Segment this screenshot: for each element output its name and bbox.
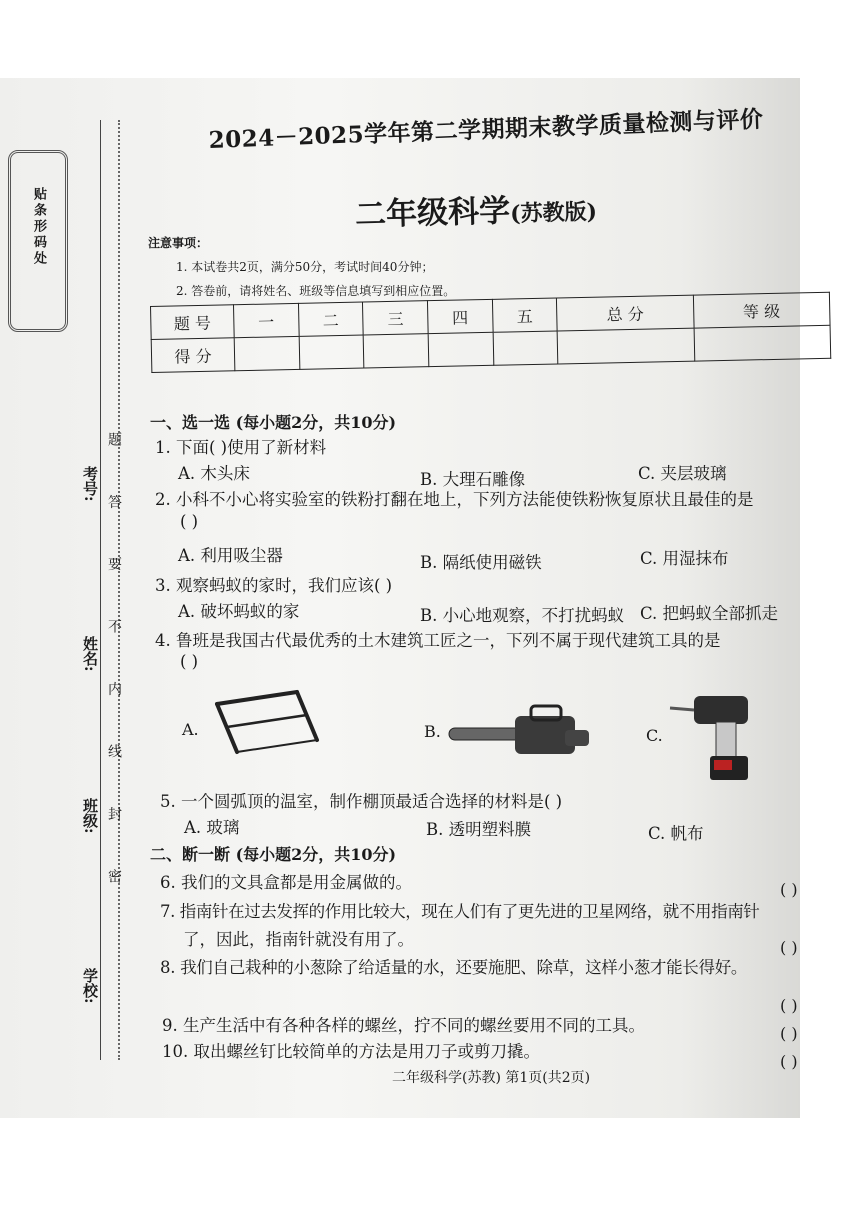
- question-4-answer: ( ): [180, 652, 199, 671]
- score-header: 二: [298, 302, 363, 336]
- score-header: 等 级: [693, 292, 830, 328]
- section-1-title: 一、选一选 (每小题2分，共10分): [150, 413, 397, 432]
- chainsaw-image: [445, 702, 595, 762]
- q5-option-b: B. 透明塑料膜: [426, 820, 532, 839]
- q1-option-c: C. 夹层玻璃: [638, 464, 727, 483]
- q3-option-a: A. 破坏蚂蚁的家: [178, 602, 300, 621]
- exam-title: 2024－2025学年第二学期期末教学质量检测与评价: [208, 105, 764, 154]
- notes-title: 注意事项：: [148, 236, 209, 250]
- score-header: 四: [427, 299, 492, 333]
- score-header: 题 号: [151, 305, 235, 340]
- judge-item-10: 10. 取出螺丝钉比较简单的方法是用刀子或剪刀撬。: [162, 1042, 540, 1061]
- score-cell[interactable]: [493, 331, 558, 365]
- score-row-label: 得 分: [151, 338, 235, 373]
- q4-option-a: A.: [182, 720, 199, 739]
- question-1: 1. 下面( )使用了新材料: [155, 438, 327, 457]
- judge-item-9: 9. 生产生活中有各种各样的螺丝，拧不同的螺丝要用不同的工具。: [162, 1016, 645, 1035]
- answer-paren-9[interactable]: ( ): [780, 1024, 798, 1043]
- barcode-box: [8, 150, 68, 332]
- judge-item-8: 8. 我们自己栽种的小葱除了给适量的水，还要施肥、除草，这样小葱才能长得好。: [160, 958, 748, 977]
- answer-paren-10[interactable]: ( ): [780, 1052, 798, 1071]
- handsaw-image: [205, 682, 325, 762]
- binding-line: [100, 120, 101, 1060]
- score-cell[interactable]: [557, 328, 694, 364]
- score-table: [150, 292, 831, 373]
- q4-option-c: C.: [646, 726, 663, 745]
- q3-option-b: B. 小心地观察，不打扰蚂蚁: [420, 606, 625, 625]
- q5-option-a: A. 玻璃: [184, 818, 240, 837]
- note-item: 2. 答卷前，请将姓名、班级等信息填写到相应位置。: [176, 284, 456, 298]
- electric-drill-image: [668, 688, 768, 788]
- note-item: 1. 本试卷共2页，满分50分，考试时间40分钟；: [176, 260, 434, 274]
- q2-option-b: B. 隔纸使用磁铁: [420, 553, 542, 572]
- score-cell[interactable]: [694, 325, 831, 361]
- seal-text: 题 答 要 不 内 线 封 密: [106, 432, 122, 906]
- score-cell[interactable]: [363, 334, 428, 368]
- barcode-label: 贴条形码处: [31, 187, 46, 267]
- answer-paren-6[interactable]: ( ): [780, 880, 798, 899]
- subject-title: 二年级科学: [354, 193, 511, 234]
- q1-option-a: A. 木头床: [178, 464, 250, 483]
- answer-paren-7[interactable]: ( ): [780, 938, 798, 957]
- score-header: 总 分: [557, 295, 694, 331]
- answer-paren-8[interactable]: ( ): [780, 996, 798, 1015]
- question-4: 4. 鲁班是我国古代最优秀的土木建筑工匠之一，下列不属于现代建筑工具的是: [155, 631, 721, 650]
- score-cell[interactable]: [234, 336, 299, 370]
- question-2-answer: ( ): [180, 512, 199, 531]
- question-3: 3. 观察蚂蚁的家时，我们应该( ): [155, 576, 393, 595]
- q2-option-c: C. 用湿抹布: [640, 549, 729, 568]
- judge-item-6: 6. 我们的文具盒都是用金属做的。: [160, 873, 412, 892]
- q5-option-c: C. 帆布: [648, 824, 704, 843]
- q3-option-c: C. 把蚂蚁全部抓走: [640, 604, 779, 623]
- section-2-title: 二、断一断 (每小题2分，共10分): [150, 845, 397, 864]
- school-label: 学校:: [81, 968, 99, 1004]
- name-label: 姓名:: [81, 636, 99, 672]
- exam-no-label: 考号:: [81, 466, 99, 502]
- score-header: 三: [363, 301, 428, 335]
- score-header: 五: [492, 298, 557, 332]
- page-footer: 二年级科学(苏教) 第1页(共2页): [392, 1070, 591, 1086]
- score-header: 一: [233, 303, 298, 337]
- question-5: 5. 一个圆弧顶的温室，制作棚顶最适合选择的材料是( ): [160, 792, 563, 811]
- judge-item-7: 7. 指南针在过去发挥的作用比较大，现在人们有了更先进的卫星网络，就不用指南针: [160, 902, 760, 921]
- score-cell[interactable]: [299, 335, 364, 369]
- edition-label: (苏教版): [509, 198, 598, 228]
- judge-item-7-cont: 了，因此，指南针就没有用了。: [183, 930, 414, 949]
- class-label: 班级:: [81, 798, 99, 834]
- exam-subtitle: [354, 183, 597, 234]
- score-cell[interactable]: [428, 332, 493, 366]
- q4-option-b: B.: [424, 722, 441, 741]
- q2-option-a: A. 利用吸尘器: [178, 546, 283, 565]
- q1-option-b: B. 大理石雕像: [420, 470, 526, 489]
- question-2: 2. 小科不小心将实验室的铁粉打翻在地上，下列方法能使铁粉恢复原状且最佳的是: [155, 490, 754, 509]
